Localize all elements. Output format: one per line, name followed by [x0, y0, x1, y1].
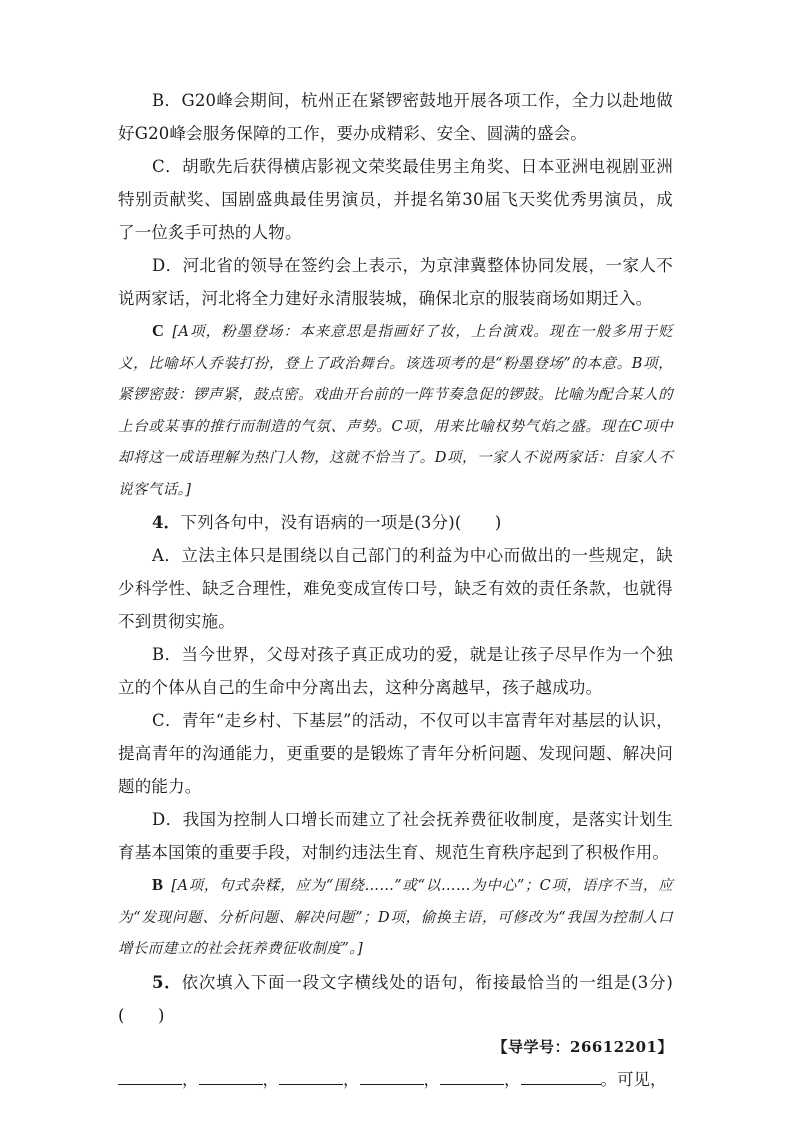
blank-separator: ， [343, 1069, 360, 1089]
q5-stem-text: 依次填入下面一段文字横线处的语句，衔接最恰当的一组是(3分)( ) [118, 972, 674, 1025]
fill-blank-5[interactable] [440, 1066, 504, 1085]
q5-number: 5． [152, 972, 182, 992]
q4-answer: B [152, 875, 164, 894]
q5-tail-text: 。可见， [600, 1069, 667, 1089]
q5-fill-blanks [118, 1062, 673, 1098]
fill-blank-4[interactable] [360, 1066, 424, 1085]
fill-blank-6[interactable] [521, 1066, 601, 1085]
q3-answer-analysis [118, 315, 673, 506]
fill-blank-2[interactable] [199, 1066, 263, 1085]
q3-option-b: B．G20峰会期间，杭州正在紧锣密鼓地开展各项工作，全力以赴地做好G20峰会服务保障的工作，要办成精彩、安全、圆满的盛会。 [118, 91, 673, 143]
q3-answer: C [152, 321, 165, 340]
q4-option-c: C．青年“走乡村、下基层”的活动，不仅可以丰富青年对基层的认识，提高青年的沟通能力，更重要的是锻炼了青年分析问题、发现问题、解决问题的能力。 [118, 711, 673, 796]
q4-option-b: B．当今世界，父母对孩子真正成功的爱，就是让孩子尽早作为一个独立的个体从自己的生命中分离出去，这种分离越早，孩子越成功。 [118, 645, 673, 697]
q4-option-d: D．我国为控制人口增长而建立了社会抚养费征收制度，是落实计划生育基本国策的重要手段，对制约违法生育、规范生育秩序起到了积极作用。 [118, 810, 673, 862]
q4-analysis-text: [A项，句式杂糅，应为“围绕……”或“以……为中心”；C项，语序不当，应为“发现问题、分析问题、解决问题”；D项，偷换主语，可修改为“我国为控制人口增长而建立的社会抚养费征收制度”。] [118, 878, 673, 957]
fill-blank-3[interactable] [279, 1066, 343, 1085]
q3-analysis-text: [A项，粉墨登场：本来意思是指画好了妆，上台演戏。现在一般多用于贬义，比喻坏人乔装打扮，登上了政治舞台。该选项考的是“粉墨登场”的本意。B项，紧锣密鼓：锣声紧，鼓点密。戏曲开台前的一阵节奏急促的锣鼓。比喻为配合某人的上台或某事的推行而制造的气氛、声势。C项，用来比喻权势气焰之盛。现在C项中却将这一成语理解为热门人物，这就不恰当了。D项，一家人不说两家话：自家人不说客气话。] [118, 324, 673, 498]
q4-stem [118, 506, 673, 539]
q5-stem [118, 966, 673, 1032]
blank-separator: ， [182, 1069, 199, 1089]
document-content [118, 84, 673, 1098]
blank-separator: ， [504, 1069, 521, 1089]
q3-option-d: D．河北省的领导在签约会上表示，为京津冀整体协同发展，一家人不说两家话，河北将全力建好永清服装城，确保北京的服装商场如期迁入。 [118, 256, 673, 308]
q3-option-c: C．胡歌先后获得横店影视文荣奖最佳男主角奖、日本亚洲电视剧亚洲特别贡献奖、国剧盛典最佳男演员，并提名第30届飞天奖优秀男演员，成了一位炙手可热的人物。 [118, 157, 673, 242]
blank-separator: ， [262, 1069, 279, 1089]
blank-separator: ， [423, 1069, 440, 1089]
q4-option-a: A．立法主体只是围绕以自己部门的利益为中心而做出的一些规定，缺少科学性、缺乏合理性，难免变成宣传口号，缺乏有效的责任条款，也就得不到贯彻实施。 [118, 546, 673, 631]
fill-blank-1[interactable] [118, 1066, 182, 1085]
q5-guide-number: 【导学号：26612201】 [492, 1037, 673, 1056]
q4-number: 4． [152, 513, 181, 532]
q4-stem-text: 下列各句中，没有语病的一项是(3分)( ) [180, 513, 502, 532]
q4-answer-analysis [118, 869, 673, 966]
